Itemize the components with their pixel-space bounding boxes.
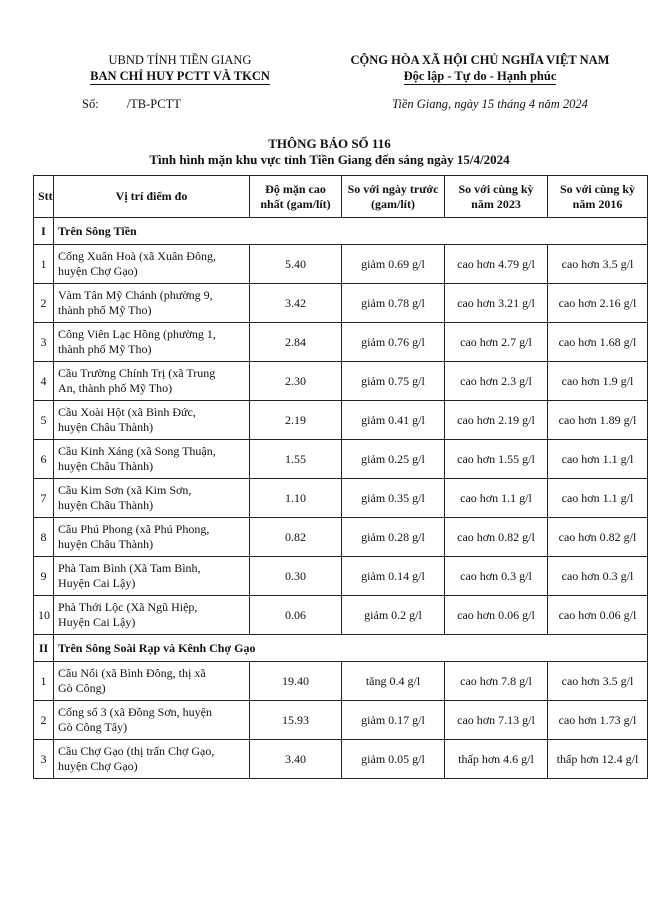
table-row <box>34 518 648 557</box>
row-vs-2016: cao hơn 0.3 g/l <box>548 557 648 596</box>
row-vs-2023: cao hơn 1.1 g/l <box>445 479 548 518</box>
section-row <box>34 218 648 245</box>
location-line2: huyện Chợ Gạo) <box>58 759 138 773</box>
row-stt: 4 <box>34 362 54 401</box>
row-vs-previous-day: giảm 0.25 g/l <box>342 440 445 479</box>
row-stt: 2 <box>34 701 54 740</box>
row-location <box>54 401 250 440</box>
location-line2: Gò Công Tây) <box>58 720 128 734</box>
row-stt: 8 <box>34 518 54 557</box>
issuer-org-line2 <box>40 68 320 84</box>
table-row <box>34 362 648 401</box>
row-vs-2023: cao hơn 1.55 g/l <box>445 440 548 479</box>
document-reference <box>82 97 181 112</box>
row-location <box>54 596 250 635</box>
section-number: II <box>34 635 54 662</box>
location-line2: thành phố Mỹ Tho) <box>58 303 152 317</box>
location-line1: Công Viên Lạc Hồng (phường 1, <box>58 327 216 341</box>
row-vs-previous-day: giảm 0.76 g/l <box>342 323 445 362</box>
row-vs-previous-day: tăng 0.4 g/l <box>342 662 445 701</box>
location-line2: An, thành phố Mỹ Tho) <box>58 381 173 395</box>
row-vs-previous-day: giảm 0.69 g/l <box>342 245 445 284</box>
table-row <box>34 479 648 518</box>
issuer-org-line2-text: BAN CHỈ HUY PCTT VÀ TKCN <box>90 69 270 83</box>
section-row <box>34 635 648 662</box>
row-vs-previous-day: giảm 0.14 g/l <box>342 557 445 596</box>
row-vs-previous-day: giảm 0.05 g/l <box>342 740 445 779</box>
row-vs-previous-day: giảm 0.17 g/l <box>342 701 445 740</box>
row-vs-2023: cao hơn 0.3 g/l <box>445 557 548 596</box>
table-row <box>34 245 648 284</box>
location-line1: Cầu Xoài Hột (xã Bình Đức, <box>58 405 196 419</box>
issuer-org-line1: UBND TỈNH TIỀN GIANG <box>108 53 252 67</box>
row-vs-2023: cao hơn 2.3 g/l <box>445 362 548 401</box>
location-line2: Huyện Cai Lậy) <box>58 576 136 590</box>
location-line1: Cầu Nổi (xã Bình Đông, thị xã <box>58 666 206 680</box>
row-max-salinity: 0.82 <box>250 518 342 557</box>
row-max-salinity: 5.40 <box>250 245 342 284</box>
row-vs-2016: cao hơn 1.9 g/l <box>548 362 648 401</box>
document-subtitle: Tình hình mặn khu vực tỉnh Tiền Giang đến sáng ngày 15/4/2024 <box>149 152 510 167</box>
row-vs-2023: cao hơn 4.79 g/l <box>445 245 548 284</box>
row-vs-previous-day: giảm 0.78 g/l <box>342 284 445 323</box>
table-row <box>34 401 648 440</box>
row-stt: 7 <box>34 479 54 518</box>
location-line1: Cầu Chợ Gạo (thị trấn Chợ Gạo, <box>58 744 215 758</box>
header-max-salinity: Độ mặn cao nhất (gam/lít) <box>250 176 342 218</box>
row-vs-previous-day: giảm 0.75 g/l <box>342 362 445 401</box>
row-vs-2016: cao hơn 3.5 g/l <box>548 245 648 284</box>
row-vs-2023: cao hơn 7.13 g/l <box>445 701 548 740</box>
row-vs-2023: thấp hơn 4.6 g/l <box>445 740 548 779</box>
location-line2: thành phố Mỹ Tho) <box>58 342 152 356</box>
location-line2: huyện Châu Thành) <box>58 420 154 434</box>
row-vs-previous-day: giảm 0.28 g/l <box>342 518 445 557</box>
row-vs-2023: cao hơn 2.7 g/l <box>445 323 548 362</box>
location-line2: Huyện Cai Lậy) <box>58 615 136 629</box>
row-vs-2023: cao hơn 3.21 g/l <box>445 284 548 323</box>
row-vs-2016: cao hơn 1.73 g/l <box>548 701 648 740</box>
header-vs-previous-day: So với ngày trước (gam/lít) <box>342 176 445 218</box>
header-vs-2023: So với cùng kỳ năm 2023 <box>445 176 548 218</box>
table-body <box>34 218 648 779</box>
row-vs-2016: cao hơn 1.89 g/l <box>548 401 648 440</box>
row-vs-2016: cao hơn 1.68 g/l <box>548 323 648 362</box>
row-vs-2023: cao hơn 2.19 g/l <box>445 401 548 440</box>
row-stt: 1 <box>34 662 54 701</box>
nation-motto-text: Độc lập - Tự do - Hạnh phúc <box>403 69 557 83</box>
row-max-salinity: 0.30 <box>250 557 342 596</box>
location-line1: Cầu Kim Sơn (xã Kim Sơn, <box>58 483 192 497</box>
row-vs-2016: cao hơn 3.5 g/l <box>548 662 648 701</box>
row-max-salinity: 2.30 <box>250 362 342 401</box>
table-row <box>34 662 648 701</box>
row-vs-2023: cao hơn 7.8 g/l <box>445 662 548 701</box>
document-title: THÔNG BÁO SỐ 116 <box>268 136 391 151</box>
table-row <box>34 284 648 323</box>
location-line1: Cầu Trường Chính Trị (xã Trung <box>58 366 216 380</box>
row-stt: 2 <box>34 284 54 323</box>
table-row <box>34 557 648 596</box>
row-location <box>54 740 250 779</box>
row-location <box>54 701 250 740</box>
row-stt: 3 <box>34 323 54 362</box>
header-location: Vị trí điểm đo <box>54 176 250 218</box>
table-row <box>34 596 648 635</box>
reference-label: Số: <box>82 97 99 111</box>
table-header-row <box>34 176 648 218</box>
section-name: Trên Sông Tiền <box>54 218 648 245</box>
table-row <box>34 701 648 740</box>
reference-code: /TB-PCTT <box>126 97 181 111</box>
location-line1: Vàm Tân Mỹ Chánh (phường 9, <box>58 288 213 302</box>
location-line2: huyện Châu Thành) <box>58 498 154 512</box>
salinity-table <box>33 175 648 779</box>
table-row <box>34 440 648 479</box>
row-location <box>54 284 250 323</box>
nation-name: CỘNG HÒA XÃ HỘI CHỦ NGHĨA VIỆT NAM <box>350 53 610 67</box>
row-vs-2023: cao hơn 0.82 g/l <box>445 518 548 557</box>
row-vs-2016: cao hơn 1.1 g/l <box>548 440 648 479</box>
location-line2: huyện Châu Thành) <box>58 537 154 551</box>
row-location <box>54 662 250 701</box>
location-line1: Phà Thới Lộc (Xã Ngũ Hiệp, <box>58 600 198 614</box>
row-stt: 5 <box>34 401 54 440</box>
row-vs-previous-day: giảm 0.35 g/l <box>342 479 445 518</box>
row-max-salinity: 3.42 <box>250 284 342 323</box>
issuer-block <box>40 52 320 84</box>
row-max-salinity: 1.55 <box>250 440 342 479</box>
location-line1: Cống số 3 (xã Đồng Sơn, huyện <box>58 705 213 719</box>
location-line1: Cống Xuân Hoà (xã Xuân Đông, <box>58 249 216 263</box>
table-row <box>34 740 648 779</box>
row-stt: 3 <box>34 740 54 779</box>
row-max-salinity: 0.06 <box>250 596 342 635</box>
row-vs-2023: cao hơn 0.06 g/l <box>445 596 548 635</box>
row-location <box>54 557 250 596</box>
row-vs-2016: cao hơn 1.1 g/l <box>548 479 648 518</box>
row-stt: 1 <box>34 245 54 284</box>
row-vs-2016: cao hơn 2.16 g/l <box>548 284 648 323</box>
row-vs-2016: thấp hơn 12.4 g/l <box>548 740 648 779</box>
row-stt: 9 <box>34 557 54 596</box>
header-vs-2016: So với cùng kỳ năm 2016 <box>548 176 648 218</box>
place-date: Tiền Giang, ngày 15 tháng 4 năm 2024 <box>392 97 588 111</box>
location-line2: Gò Công) <box>58 681 106 695</box>
row-max-salinity: 19.40 <box>250 662 342 701</box>
row-vs-2016: cao hơn 0.82 g/l <box>548 518 648 557</box>
row-max-salinity: 15.93 <box>250 701 342 740</box>
row-location <box>54 245 250 284</box>
row-vs-previous-day: giảm 0.41 g/l <box>342 401 445 440</box>
row-stt: 6 <box>34 440 54 479</box>
row-vs-previous-day: giảm 0.2 g/l <box>342 596 445 635</box>
row-location <box>54 440 250 479</box>
row-max-salinity: 2.19 <box>250 401 342 440</box>
location-line2: huyện Chợ Gạo) <box>58 264 138 278</box>
row-location <box>54 479 250 518</box>
location-line1: Cầu Kinh Xáng (xã Song Thuận, <box>58 444 216 458</box>
location-line2: huyện Châu Thành) <box>58 459 154 473</box>
location-line1: Cầu Phú Phong (xã Phú Phong, <box>58 522 210 536</box>
header-stt: Stt <box>34 176 54 218</box>
row-max-salinity: 2.84 <box>250 323 342 362</box>
nation-block <box>320 52 640 84</box>
location-line1: Phà Tam Bình (Xã Tam Bình, <box>58 561 201 575</box>
row-max-salinity: 1.10 <box>250 479 342 518</box>
row-stt: 10 <box>34 596 54 635</box>
row-location <box>54 518 250 557</box>
nation-motto <box>320 68 640 84</box>
section-name: Trên Sông Soài Rạp và Kênh Chợ Gạo <box>54 635 648 662</box>
section-number: I <box>34 218 54 245</box>
row-max-salinity: 3.40 <box>250 740 342 779</box>
row-location <box>54 362 250 401</box>
row-vs-2016: cao hơn 0.06 g/l <box>548 596 648 635</box>
row-location <box>54 323 250 362</box>
table-row <box>34 323 648 362</box>
